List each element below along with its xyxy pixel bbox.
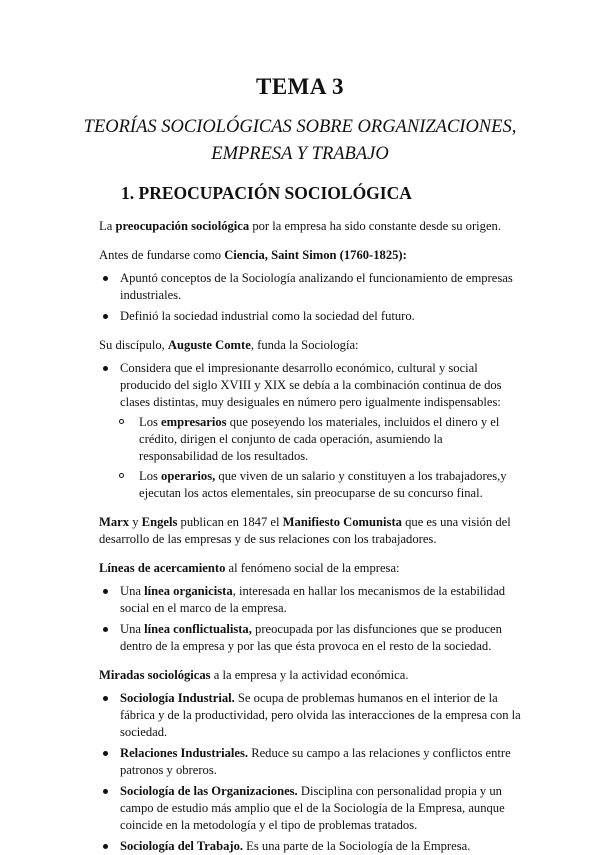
bold-text: Sociología de las Organizaciones. <box>120 784 298 798</box>
paragraph-1 <box>99 218 519 235</box>
bold-text: operarios, <box>161 469 216 483</box>
bold-text: Sociología del Trabajo. <box>120 839 244 853</box>
text: al fenómeno social de la empresa: <box>225 561 400 575</box>
text: Antes de fundarse como <box>99 248 225 262</box>
list-item: Apuntó conceptos de la Sociología analizando el funcionamiento de empresas industriales. <box>99 270 523 304</box>
subtitle-line-1: TEORÍAS SOCIOLÓGICAS SOBRE ORGANIZACIONES, <box>83 117 517 137</box>
text: La <box>99 219 116 233</box>
text: por la empresa ha sido constante desde su origen. <box>249 219 501 233</box>
bold-text: Ciencia, Saint Simon (1760-1825): <box>224 248 407 262</box>
paragraph-3 <box>99 337 519 354</box>
text: Los <box>139 469 162 483</box>
doc-title: TEMA 3 <box>256 74 344 99</box>
section-title: PREOCUPACIÓN SOCIOLÓGICA <box>138 183 412 203</box>
doc-subtitle <box>0 114 600 168</box>
text: Los <box>139 415 162 429</box>
bold-text: Líneas de acercamiento <box>99 561 226 575</box>
paragraph-6 <box>99 667 519 684</box>
bold-text: Relaciones Industriales. <box>120 746 249 760</box>
subtitle-line-2: EMPRESA Y TRABAJO <box>211 144 389 164</box>
bold-text: línea conflictualista, <box>144 622 252 636</box>
sub-list-item <box>99 468 522 502</box>
text: Reduce su campo a las relaciones y conflictos entre patronos y obreros. <box>120 746 511 777</box>
bold-text: línea organicista <box>144 584 233 598</box>
bold-text: Sociología Industrial. <box>120 691 235 705</box>
list-item <box>99 621 523 655</box>
list-saint-simon <box>99 270 600 325</box>
text: y <box>129 515 142 529</box>
bold-text: Miradas sociológicas <box>99 668 211 682</box>
list-comte <box>99 360 600 502</box>
text: Disciplina con personalidad propia y un campo de estudio más amplio que el de la Sociología de la Empresa, aunque coincide en la metodología y el tipo de problemas tratados. <box>120 784 505 832</box>
text: Es una parte de la Sociología de la Empresa. <box>243 839 471 853</box>
list-item <box>99 783 523 834</box>
text: que poseyendo los materiales, incluidos el dinero y el crédito, dirigen el conjunto de cada operación, asumiendo la responsabilidad de los resultados. <box>139 415 500 463</box>
text: , interesada en hallar los mecanismos de la estabilidad social en el marco de la empresa. <box>120 584 506 615</box>
bold-text: empresarios <box>161 415 227 429</box>
text: Su discípulo, <box>99 338 168 352</box>
text: preocupada por las disfunciones que se producen dentro de la empresa y por las que ésta provoca en el resto de la sociedad. <box>120 622 502 653</box>
list-item <box>99 838 523 855</box>
text: Una <box>120 584 145 598</box>
list-item <box>99 745 523 779</box>
list-item <box>99 583 523 617</box>
text: publican en 1847 el <box>177 515 283 529</box>
bold-text: Marx <box>99 515 130 529</box>
bold-text: preocupación sociológica <box>115 219 250 233</box>
list-item: Definió la sociedad industrial como la sociedad del futuro. <box>99 308 523 325</box>
text: que viven de un salario y constituyen a los trabajadores,y ejecutan los actos elementales, sin preocuparse de su concurso final. <box>139 469 507 500</box>
text: que es una visión del desarrollo de las empresas y de sus relaciones con los trabajadores. <box>99 515 511 546</box>
list-lineas <box>99 583 600 655</box>
bold-text: Manifiesto Comunista <box>282 515 402 529</box>
sub-list-item <box>99 414 522 465</box>
list-miradas <box>99 690 600 855</box>
text: , funda la Sociología: <box>250 338 359 352</box>
list-item: Considera que el impresionante desarrollo económico, cultural y social producido del siglo XVIII y XIX se debía a la combinación continua de dos clases distintas, muy desiguales en número pero igualmente indispensables: <box>99 360 523 411</box>
bold-text: Engels <box>141 515 178 529</box>
section-number: 1. <box>121 183 135 203</box>
paragraph-2 <box>99 247 519 264</box>
paragraph-4 <box>99 514 519 548</box>
paragraph-5 <box>99 560 519 577</box>
section-heading <box>121 183 600 204</box>
text: a la empresa y la actividad económica. <box>210 668 409 682</box>
bold-text: Auguste Comte <box>167 338 251 352</box>
text: Se ocupa de problemas humanos en el interior de la fábrica y de la productividad, pero olvida las interacciones de la empresa con la sociedad. <box>120 691 521 739</box>
list-item <box>99 690 523 741</box>
text: Una <box>120 622 145 636</box>
